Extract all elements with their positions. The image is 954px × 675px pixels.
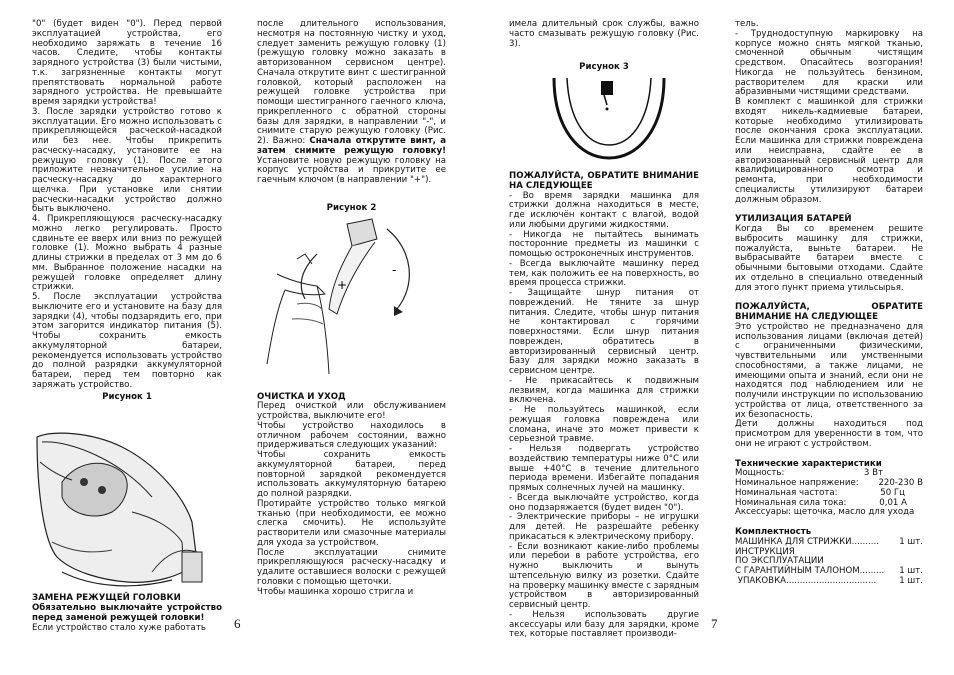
battery-disposal-text: Когда Вы со временем решите выбросить машинку для стрижки, пожалуйста, выньте батареи. Не выбрасывайте батареи вместе с обычными бытовыми отходами. Сдайте их отдельно в специально отведенный для этого пункт приема утильсырья. <box>735 224 923 293</box>
spec-label: Номинальное напряжение: <box>735 478 859 488</box>
kit-value: 1 шт. <box>899 575 923 586</box>
specs-heading: Технические характеристики <box>735 458 882 469</box>
blade-replacement-heading: ЗАМЕНА РЕЖУЩЕЙ ГОЛОВКИ <box>32 593 181 604</box>
lubrication-text: имела длительный срок службы, важно часто смазывать режущую головку (Рис. 3). <box>509 19 699 49</box>
svg-text:+: + <box>337 277 348 292</box>
blade-replacement-text: Если устройство стало хуже работать <box>32 622 206 633</box>
page-number-left: 6 <box>234 616 241 631</box>
blade-replacement-text-part1: после длительного использования, несмотря на постоянную чистку и уход, следует заменить режущую головку (1) (режущую головку можно заказать в авторизованном сервисном центре). Сначала открутите винт с шестигранной головкой, который расположен на режущей головке устройства при помощи шестигранного гаечного ключа, прикрепленного с обратной стороны базы для зарядки, в направлении "-", и снимите старую режущую головку (Рис. 2). Важно: <box>257 19 446 146</box>
battery-disposal-heading: УТИЛИЗАЦИЯ БАТАРЕЙ <box>735 214 852 225</box>
blade-replacement-text-continued <box>257 20 446 186</box>
attention-heading-2: ПОЖАЛУЙСТА, ОБРАТИТЕ ВНИМАНИЕ НА СЛЕДУЮЩЕЕ <box>735 302 923 322</box>
accessories-text: Аксессуары: щеточка, масло для ухода <box>735 507 915 518</box>
kit-label: ИНСТРУКЦИЯ <box>735 546 795 557</box>
spec-value: 50 Гц <box>880 487 905 498</box>
figure-3-caption: Рисунок 3 <box>579 62 629 73</box>
cleaning-heading: ОЧИСТКА И УХОД <box>257 391 346 402</box>
kit-list <box>735 538 923 587</box>
figure-1-image <box>32 402 222 592</box>
safety-instructions: - Во время зарядки машинка для стрижки должна находиться в месте, где исключён контакт с влагой, водой или любыми другими жидкостями. - Никогда не пытайтесь вынимать посторонние предметы из машинки с помощью остроконечных инструментов. - Всегда выключайте машинку перед тем, как положить ее на поверхность, во время процесса стрижки. - Защищайте шнур питания от повреждений. Не тяните за шнур питания. Следите, чтобы шнур питания не контактировал с горячими поверхностями. Если шнур питания поврежден, обратитесь в авторизированный сервисный центр. Базу для зарядки можно заказать в сервисном центре. - Не прикасайтесь к подвижным лезвиям, когда машинка для стрижки включена. - Не пользуйтесь машинкой, если режущая головка повреждена или сломана, иначе это может привести к серьезной травме. - Нельзя подвергать устройство воздействию температуры ниже 0°С или выше +40°С в течение длительного периода времени. Избегайте попадания прямых солнечных лучей на машинку. - Всегда выключайте устройство, когда оно подзаряжается (будет виден "0"). - Электрические приборы – не игрушки для детей. Не разрешайте ребенку прикасаться к электрическому прибору. - Если возникают какие-либо проблемы или перебои в работе устройства, его нужно выключить и вынуть штепсельную вилку из розетки. Сдайте на проверку машинку вместе с зарядным устройством в авторизированный сервисный центр. - Нельзя использовать другие аксессуары или базу для зарядки, кроме тех, которые поставляет производи- <box>509 190 699 640</box>
kit-label: МАШИНКА ДЛЯ СТРИЖКИ.......... <box>735 536 879 547</box>
column-1 <box>32 20 222 633</box>
usage-restrictions-text: Это устройство не предназначено для использования лицами (включая детей) с ограниченными физическими, чувствительными или умственными способностями, а также лицами, не имеющими опыта и знаний, если они не находятся под наблюдением или не получили инструкции по использованию устройства от лица, ответственного за их безопасность. Дети должны находиться под присмотром для уверенности в том, что они не играют с устройством. <box>735 321 923 449</box>
spec-label: Номинальная частота: <box>735 487 838 498</box>
blade-replacement-text-part2: Установите новую режущую головку на корпус устройства и прикрутите ее гаечным ключом (в направлении "+"). <box>257 155 446 185</box>
spec-label: Мощность: <box>735 468 785 479</box>
column-3 <box>509 20 699 640</box>
charging-instructions-text: "0" (будет виден "0"). Перед первой эксплуатацией устройства, его необходимо заряжать в течение 16 часов. Следите, чтобы контакты зарядного устройства (3) были чистыми, т.к. загрязненные контакты могут препятствовать нормальной работе зарядного устройства. Не превышайте время зарядки устройства! 3. После зарядки устройство готово к эксплуатации. Его можно использовать с прикрепляющейся расческой-насадкой или без нее. Чтобы прикрепить расческу-насадку, установите ее на режущую головку (1). После этого приложите незначительное усилие на расческу-насадку до характерного щелчка. При установке или снятии расчески-насадки устройство должно быть выключено. 4. Прикрепляющуюся расческу-насадку можно легко регулировать. Просто сдвиньте ее вверх или вниз по режущей головке (1). Можно выбрать 4 разные длины стрижки в пределах от 3 мм до 6 мм. Выбранное положение насадки на режущей головке определяет длину стрижки. 5. После эксплуатации устройства выключите его и установите на базу для зарядки (4), чтобы подзарядить его, при этом загорится индикатор питания (5). Чтобы сохранить емкость аккумуляторной батареи, рекомендуется использовать устройство до полной разрядки аккумуляторной батареи, перед тем повторно как заряжать устройство. <box>32 19 222 390</box>
kit-label: С ГАРАНТИЙНЫМ ТАЛОНОМ......... <box>735 566 885 576</box>
blade-replacement-important: Сначала открутите винт, а затем снимите режущую головку! <box>257 136 446 156</box>
kit-label: ПО ЭКСПЛУАТАЦИИ <box>735 556 824 567</box>
column-4 <box>735 20 923 587</box>
spec-value: 220-230 В <box>878 478 923 488</box>
kit-label: УПАКОВКА................................. <box>735 575 877 586</box>
figure-1-caption: Рисунок 1 <box>102 391 152 402</box>
kit-heading: Комплектность <box>735 527 812 537</box>
svg-text:-: - <box>392 262 397 277</box>
attention-heading: ПОЖАЛУЙСТА, ОБРАТИТЕ ВНИМАНИЕ НА СЛЕДУЮЩЕЕ <box>509 171 699 191</box>
kit-value: 1 шт. <box>899 566 923 576</box>
page-number-right: 7 <box>711 616 718 631</box>
figure-2-caption: Рисунок 2 <box>326 202 377 213</box>
kit-row <box>735 577 923 587</box>
column-2 <box>257 20 446 597</box>
cleaning-text: Перед очисткой или обслуживанием устройства, выключите его! Чтобы устройство находилось в отличном рабочем состоянии, важно придерживаться следующих указаний: Чтобы сохранить емкость аккумуляторной батареи, перед повторной зарядкой рекомендуется использовать аккумуляторную батарею до полной разрядки. Протирайте устройство только мягкой тканью (при необходимости, ее можно слегка смочить). Не используйте растворители или смазочные материалы для ухода за устройством. После эксплуатации снимите прикрепляющуюся расческу-насадку и удалите оставшиеся волоски с режущей головки с помощью щеточки. Чтобы машинка хорошо стригла и <box>257 401 446 597</box>
spec-label: Номинальная сила тока: <box>735 497 847 508</box>
spec-value: 3 Вт <box>863 468 883 479</box>
blade-replacement-warning: Обязательно выключайте устройство перед заменой режущей головки! <box>32 603 222 623</box>
spec-value: 0,01 А <box>879 497 907 508</box>
specs-list <box>735 469 923 518</box>
figure-2-image <box>257 214 446 379</box>
kit-value: 1 шт. <box>899 536 923 547</box>
maintenance-text: тель. - Труднодоступную маркировку на корпусе можно снять мягкой тканью, смоченной обычным чистящим средством. Опасайтесь возгорания! Никогда не пользуйтесь бензином, растворителем для краски или абразивными чистящими средствами. В комплект с машинкой для стрижки входят никель-кадмиевые батареи, которые необходимо утилизировать после окончания срока эксплуатации. Если машинка для стрижки повреждена или неисправна, сдайте ее в авторизованный сервисный центр для квалифицированного осмотра и ремонта, при необходимости специалисты утилизируют батареи должным образом. <box>735 19 923 205</box>
figure-3-image <box>509 73 699 168</box>
